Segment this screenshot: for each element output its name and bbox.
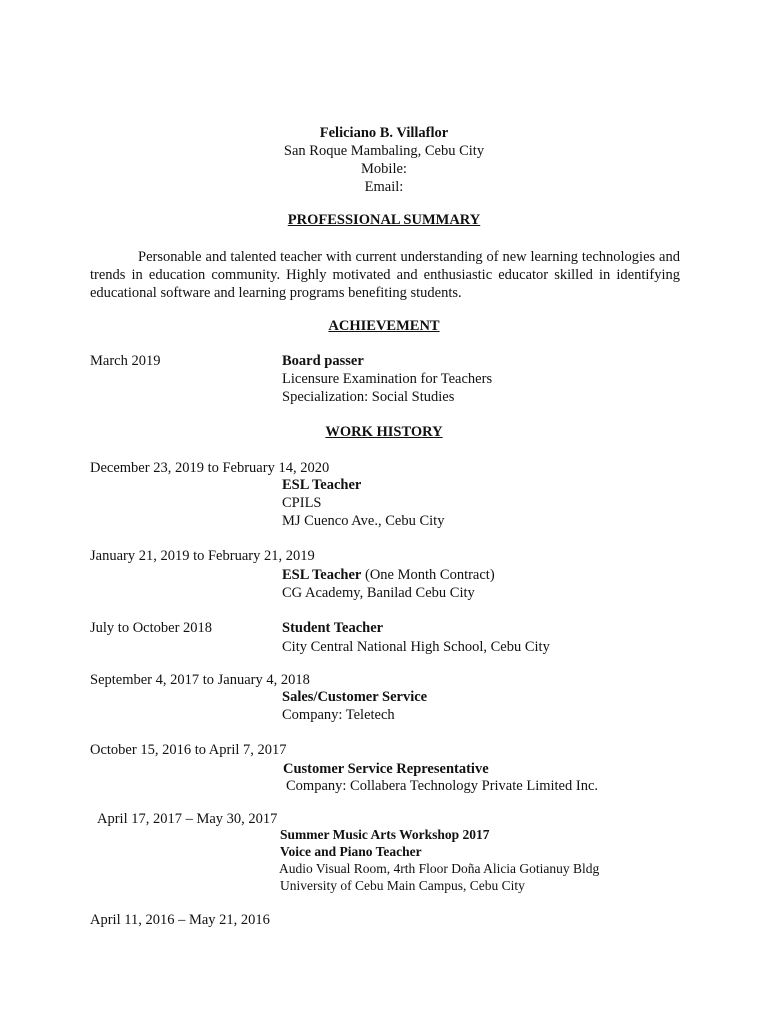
job-title: Summer Music Arts Workshop 2017 <box>280 827 490 842</box>
work-history-heading: WORK HISTORY <box>325 424 443 440</box>
job-title: Customer Service Representative <box>283 761 489 777</box>
applicant-address: San Roque Mambaling, Cebu City <box>283 143 485 159</box>
applicant-name: Feliciano B. Villaflor <box>319 125 449 141</box>
summary-paragraph <box>90 248 680 302</box>
job-title: Student Teacher <box>282 620 384 636</box>
achievement-title: Board passer <box>282 353 364 369</box>
achievement-date: March 2019 <box>90 353 161 369</box>
job-date: July to October 2018 <box>90 620 213 636</box>
job-title: ESL Teacher <box>282 567 362 583</box>
job-location: MJ Cuenco Ave., Cebu City <box>282 513 445 529</box>
achievement-line1: Licensure Examination for Teachers <box>282 371 493 387</box>
job-date: October 15, 2016 to April 7, 2017 <box>90 742 287 758</box>
job-date: January 21, 2019 to February 21, 2019 <box>90 548 315 564</box>
achievement-line2: Specialization: Social Studies <box>282 389 455 405</box>
job-employer: City Central National High School, Cebu City <box>282 639 550 655</box>
job-location: Audio Visual Room, 4rth Floor Doña Alicia Gotianuy Bldg <box>279 861 600 876</box>
job-date: December 23, 2019 to February 14, 2020 <box>90 460 330 476</box>
achievement-heading: ACHIEVEMENT <box>328 318 440 334</box>
summary-text: Personable and talented teacher with current understanding of new learning technologies and trends in education community. Highly motivated and enthusiastic educator skilled in identifying educational software and learning programs benefiting students. <box>90 249 680 301</box>
applicant-mobile: Mobile: <box>361 161 407 177</box>
job-date: April 17, 2017 – May 30, 2017 <box>97 811 278 827</box>
job-title: Sales/Customer Service <box>282 689 428 705</box>
job-title-note: (One Month Contract) <box>361 567 495 583</box>
summary-heading: PROFESSIONAL SUMMARY <box>287 212 481 228</box>
job-date: September 4, 2017 to January 4, 2018 <box>90 672 310 688</box>
job-employer: CG Academy, Banilad Cebu City <box>282 585 475 601</box>
job-subtitle: Voice and Piano Teacher <box>280 844 422 859</box>
job-title-line <box>282 567 495 584</box>
job-employer: Company: Teletech <box>282 707 395 723</box>
job-employer: University of Cebu Main Campus, Cebu City <box>280 878 525 893</box>
applicant-email: Email: <box>364 179 404 195</box>
job-employer: Company: Collabera Technology Private Limited Inc. <box>286 778 599 794</box>
job-title: ESL Teacher <box>282 477 362 493</box>
job-employer: CPILS <box>282 495 322 511</box>
job-date: April 11, 2016 – May 21, 2016 <box>90 912 270 928</box>
